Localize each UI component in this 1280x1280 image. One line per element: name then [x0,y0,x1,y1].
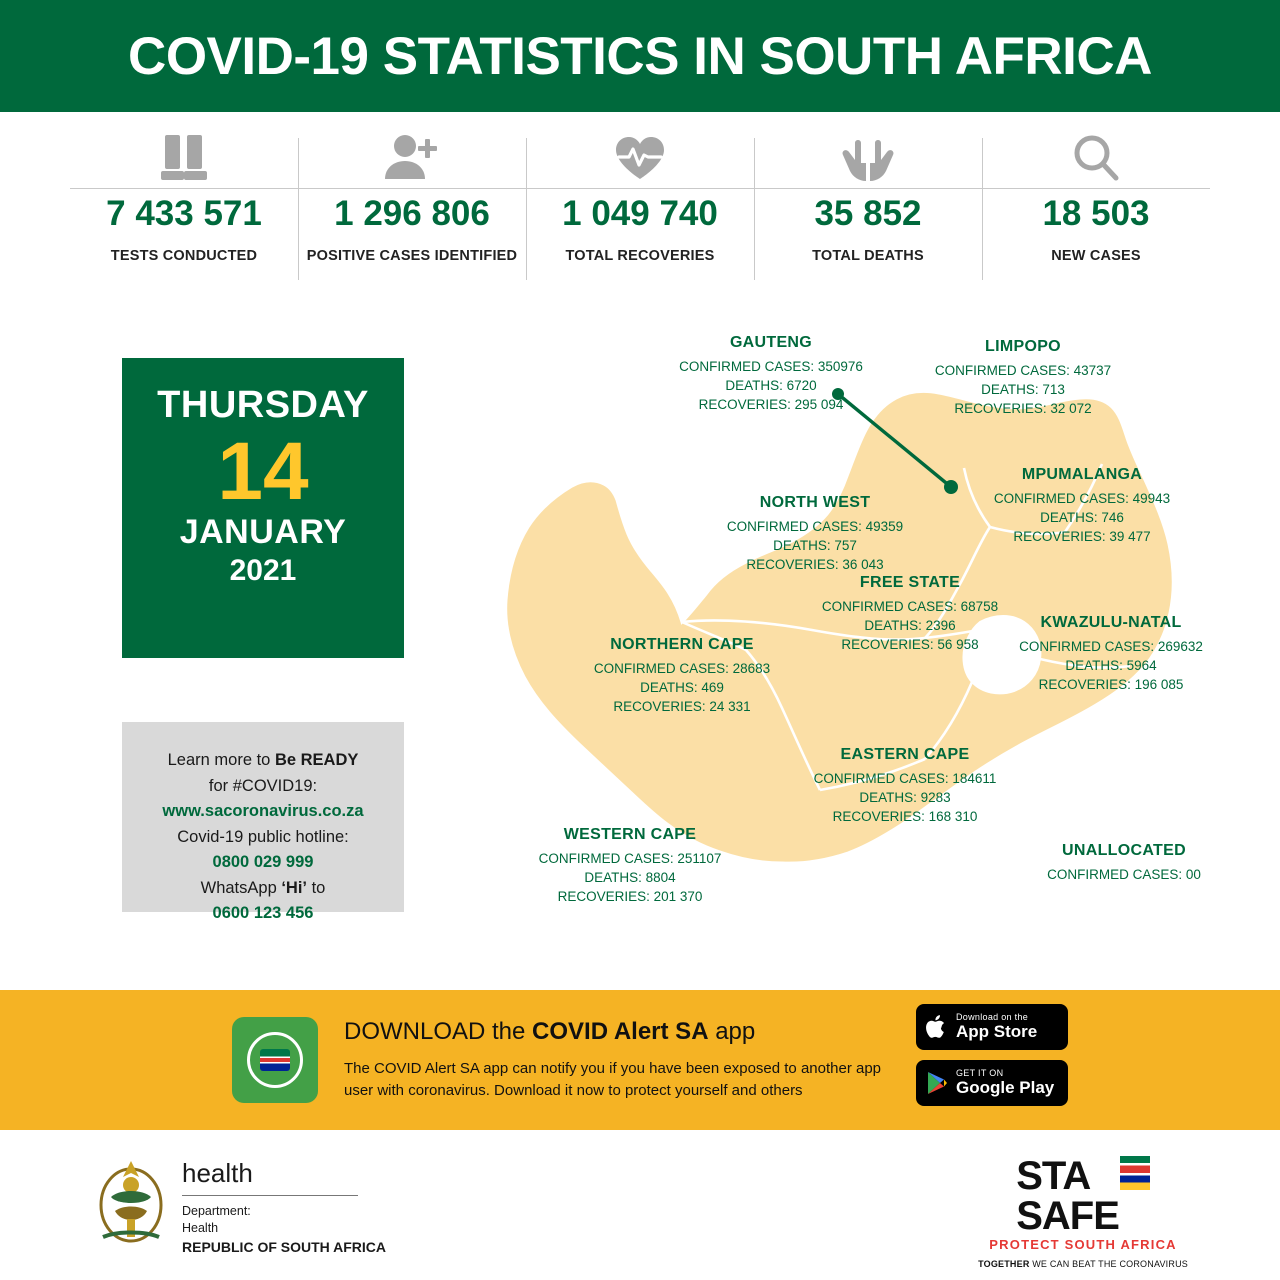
province-recoveries: RECOVERIES: 39 477 [1013,529,1151,545]
health-rule [182,1195,358,1196]
info-line-2: for #COVID19: [208,776,318,795]
info-hotline-label: Covid-19 public hotline: [177,827,349,846]
together-word: TOGETHER [978,1259,1030,1269]
date-year: 2021 [229,553,297,587]
safe-text: SAFE [1016,1194,1119,1238]
protect-south-africa-text: PROTECT SOUTH AFRICA [989,1237,1177,1252]
province-cases: CONFIRMED CASES: 49359 [726,518,904,534]
apple-icon [926,1014,948,1040]
province-deaths: DEATHS: 2396 [864,617,956,633]
stat-value: 18 503 [1042,194,1150,233]
info-whatsapp-prefix: WhatsApp [200,878,282,897]
stat-value: 1 296 806 [334,194,490,233]
province-name: NORTH WEST [759,494,871,511]
page-footer [0,1130,1280,1280]
stay-safe-logo [978,1154,1188,1269]
province-recoveries: RECOVERIES: 56 958 [841,637,979,653]
province-cases: CONFIRMED CASES: 68758 [821,598,999,614]
province-cases: CONFIRMED CASES: 28683 [593,660,771,676]
province-cases: CONFIRMED CASES: 43737 [934,362,1112,378]
province-limpopo [900,336,1146,418]
app-store-button[interactable] [916,1004,1068,1050]
info-be-ready-text: Be READY [274,751,359,769]
download-title [344,1018,904,1046]
google-play-small-text: GET IT ON [956,1068,1004,1079]
province-north-west [698,492,932,574]
department-name: Health [182,1220,219,1235]
province-name: KWAZULU-NATAL [1040,614,1182,631]
page-header [0,0,1280,112]
province-deaths: DEATHS: 746 [1040,509,1124,525]
store-badges [916,1004,1068,1116]
stay-safe-flag-icon [1120,1156,1150,1190]
province-name: NORTHERN CAPE [610,636,754,653]
stat-label: POSITIVE CASES IDENTIFIED [306,248,518,264]
sa-flag-icon [260,1049,290,1071]
province-recoveries: RECOVERIES: 295 094 [698,397,844,413]
stat-positive-cases [298,130,526,302]
google-play-icon [926,1070,948,1096]
heartbeat-icon [609,130,671,188]
province-recoveries: RECOVERIES: 201 370 [557,889,703,905]
stay-safe-stack [1016,1154,1119,1238]
province-deaths: DEATHS: 8804 [584,869,676,885]
date-weekday: THURSDAY [157,384,369,426]
south-africa-map [420,322,1260,942]
province-recoveries: RECOVERIES: 196 085 [1038,677,1184,693]
date-day-number: 14 [217,426,309,517]
info-website-link[interactable]: www.sacoronavirus.co.za [162,802,364,821]
province-recoveries: RECOVERIES: 168 310 [832,809,978,825]
stat-tests-conducted [70,130,298,302]
stat-value: 7 433 571 [106,194,262,233]
stat-new-cases [982,130,1210,302]
province-eastern-cape [780,744,1030,826]
stat-value: 35 852 [814,194,922,233]
province-cases: CONFIRMED CASES: 00 [1047,866,1201,882]
download-text-block [344,1018,904,1103]
stat-value: 1 049 740 [562,194,718,233]
province-name: GAUTENG [729,334,813,351]
stay-text: STA [1016,1154,1091,1198]
test-tubes-icon [153,130,215,188]
date-month: JANUARY [179,512,347,551]
province-cases: CONFIRMED CASES: 49943 [993,490,1171,506]
statistics-strip [0,112,1280,312]
province-recoveries: RECOVERIES: 36 043 [746,557,884,573]
stat-total-deaths [754,130,982,302]
download-app-name: COVID Alert SA [532,1017,709,1045]
main-content [0,312,1280,972]
province-deaths: DEATHS: 9283 [859,789,951,805]
download-description: The COVID Alert SA app can notify you if you have been exposed to another app user with coronavirus. Download it now to protect yourself and others [344,1059,882,1099]
department-label: Department: [182,1204,251,1218]
magnifier-icon [1065,130,1127,188]
person-plus-icon [381,130,443,188]
province-cases: CONFIRMED CASES: 251107 [538,850,722,866]
province-cases: CONFIRMED CASES: 350976 [679,358,863,374]
department-of-health-logo [182,1158,386,1255]
info-learn-more-text: Learn more to [167,751,275,769]
republic-label: REPUBLIC OF SOUTH AFRICA [182,1238,387,1255]
info-line-1 [132,748,394,774]
info-hotline-number[interactable]: 0800 029 999 [212,853,314,872]
stat-label: TOTAL DEATHS [812,248,924,264]
province-name: FREE STATE [859,574,961,591]
praying-hands-icon [837,130,899,188]
coat-of-arms-svg [89,1153,173,1247]
province-cases: CONFIRMED CASES: 269632 [1019,638,1203,654]
app-store-big-text: App Store [956,1021,1038,1041]
tagline-rest: WE CAN BEAT THE CORONAVIRUS [1029,1259,1188,1269]
stat-total-recoveries [526,130,754,302]
province-western-cape [506,824,754,906]
google-play-big-text: Google Play [956,1077,1055,1097]
google-play-label [956,1069,1054,1096]
province-deaths: DEATHS: 6720 [725,377,817,393]
info-whatsapp-line [132,876,394,902]
province-unallocated [1000,840,1248,884]
info-whatsapp-suffix: to [307,878,326,897]
province-cases: CONFIRMED CASES: 184611 [813,770,997,786]
health-wordmark: health [182,1158,253,1188]
covid-alert-app-icon [232,1017,318,1103]
province-name: UNALLOCATED [1062,842,1186,859]
together-tagline [978,1259,1188,1269]
province-gauteng [654,332,888,414]
google-play-button[interactable] [916,1060,1068,1106]
stat-label: TESTS CONDUCTED [110,248,258,264]
province-northern-cape [558,634,806,716]
province-deaths: DEATHS: 469 [640,679,724,695]
stats-divider [70,188,1210,189]
app-store-small-text: Download on the [956,1012,1029,1023]
province-kwazulu-natal [986,612,1236,694]
south-africa-coat-of-arms-icon [88,1152,174,1248]
province-name: MPUMALANGA [1021,466,1143,483]
info-card [122,722,404,923]
stat-label: NEW CASES [1051,248,1141,264]
download-title-prefix: DOWNLOAD the [344,1017,533,1045]
province-name: WESTERN CAPE [563,826,697,843]
radar-ring-icon [247,1032,303,1088]
stat-label: TOTAL RECOVERIES [565,248,715,264]
province-name: LIMPOPO [985,338,1061,355]
download-title-suffix: app [708,1017,756,1045]
download-app-banner [0,990,1280,1130]
app-store-label [956,1013,1037,1040]
date-card [122,358,404,658]
province-deaths: DEATHS: 713 [981,381,1065,397]
province-mpumalanga [958,464,1206,546]
province-deaths: DEATHS: 5964 [1065,657,1157,673]
info-whatsapp-keyword: ‘Hi’ [281,878,308,897]
province-name: EASTERN CAPE [840,746,970,763]
stay-safe-row [978,1154,1188,1238]
info-whatsapp-number[interactable]: 0600 123 456 [212,904,314,923]
province-recoveries: RECOVERIES: 32 072 [954,401,1092,417]
province-deaths: DEATHS: 757 [773,537,857,553]
page-title: COVID-19 STATISTICS IN SOUTH AFRICA [128,26,1152,86]
province-recoveries: RECOVERIES: 24 331 [613,699,751,715]
